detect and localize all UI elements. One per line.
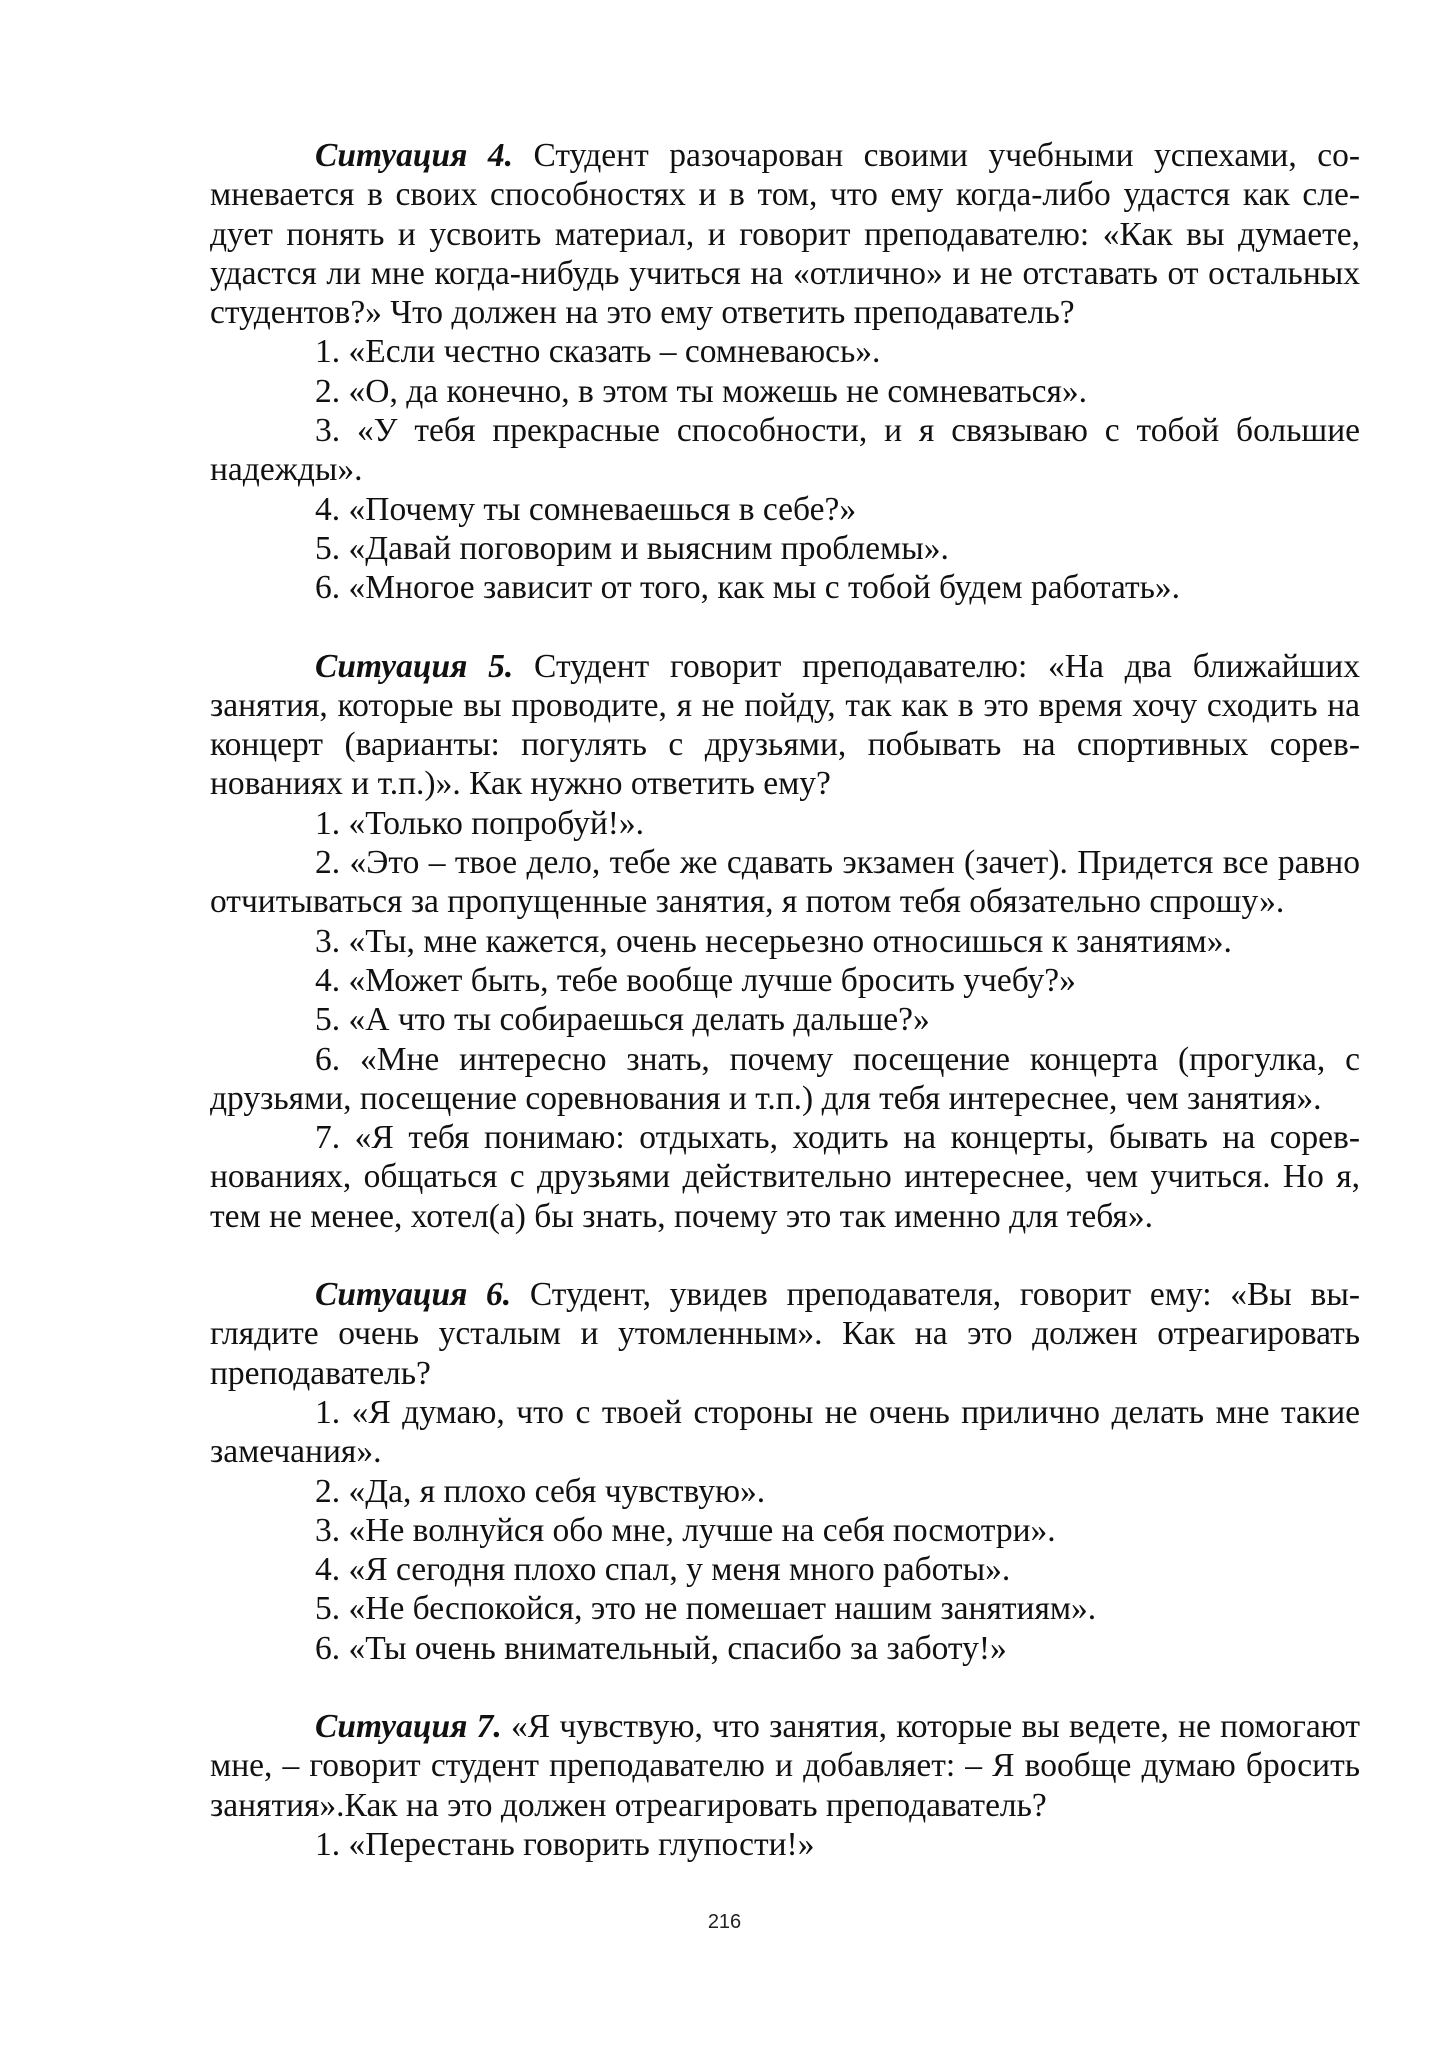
situation-text: «Я чувствую, что занятия, которые вы ведете, не помогают мне, – говорит студент преподавателю и добавляет: – Я вообще думаю бросить занятия».Как на это должен отреагировать преподаватель?	[210, 1707, 1360, 1824]
answer-option: 2. «Это – твое дело, тебе же сдавать экзамен (зачет). Придется все равно отчитываться за пропущенные занятия, я потом тебя обязательно спрошу».	[210, 844, 1360, 921]
answer-option: 5. «А что ты собираешься делать дальше?»	[315, 1001, 930, 1039]
situation-title: Ситуация 7.	[315, 1707, 502, 1745]
situation-text: Студент, увидев преподавателя, говорит ему: «Вы выглядите очень усталым и утомленным». Как на это должен отреагировать преподаватель?	[210, 1276, 1360, 1392]
answer-option: 5. «Давай поговорим и выясним проблемы».	[315, 529, 949, 567]
situation-text: Студент говорит преподавателю: «На два ближайших занятия, которые вы проводите, я не пойду, так как в это время хочу сходить на концерт (варианты: погулять с друзьями, побывать на спортивных соревнованиях и т.п.)». Как нужно ответить ему?	[210, 647, 1360, 803]
answer-option: 1. «Перестань говорить глупости!»	[315, 1825, 815, 1863]
answer-option: 1. «Только попробуй!».	[315, 804, 645, 842]
answer-option: 3. «Ты, мне кажется, очень несерьезно относишься к занятиям».	[315, 922, 1232, 960]
answer-option: 3. «Не волнуйся обо мне, лучше на себя посмотри».	[315, 1511, 1056, 1549]
situation-prompt	[210, 136, 1360, 332]
answer-option: 2. «О, да конечно, в этом ты можешь не сомневаться».	[315, 372, 1088, 410]
answer-option: 1. «Я думаю, что с твоей стороны не очень прилично делать мне такие замечания».	[210, 1393, 1360, 1471]
answer-option: 5. «Не беспокойся, это не помешает нашим занятиям».	[315, 1590, 1097, 1628]
answer-option: 3. «У тебя прекрасные способности, и я связываю с тобой большие надежды».	[210, 412, 1360, 489]
answer-option: 4. «Я сегодня плохо спал, у меня много работы».	[315, 1551, 1011, 1589]
situation-4	[210, 136, 1360, 608]
situation-title: Ситуация 6.	[315, 1276, 512, 1314]
situation-7	[210, 1707, 1360, 1864]
situation-title: Ситуация 5.	[315, 647, 514, 685]
situation-prompt	[210, 1707, 1360, 1825]
page-number: 216	[707, 1911, 742, 1933]
document-page	[210, 136, 1360, 1903]
situation-6	[210, 1275, 1360, 1668]
answer-option: 1. «Если честно сказать – сомневаюсь».	[315, 333, 881, 371]
answer-option: 6. «Многое зависит от того, как мы с тобой будем работать».	[315, 569, 1180, 607]
answer-option: 7. «Я тебя понимаю: отдыхать, ходить на концерты, бывать на соревнованиях, общаться с друзьями действительно интереснее, чем учиться. Но я, тем не менее, хотел(а) бы знать, почему это так именно для тебя».	[210, 1119, 1360, 1235]
answer-option: 4. «Почему ты сомневаешься в себе?»	[315, 490, 857, 528]
situation-5	[210, 647, 1360, 1236]
answer-option: 4. «Может быть, тебе вообще лучше бросить учебу?»	[315, 961, 1076, 999]
situation-title: Ситуация 4.	[315, 137, 513, 174]
answer-option: 6. «Ты очень внимательный, спасибо за заботу!»	[315, 1629, 1007, 1667]
situation-prompt	[210, 647, 1360, 804]
situation-prompt	[210, 1275, 1360, 1393]
situation-text: Студент разочарован своими учебными успехами, сомневается в своих способностях и в том, что ему когда-либо удастся как следует понять и усвоить материал, и говорит преподавателю: «Как вы думаете, удастся ли мне когда-нибудь учиться на «отлично» и не отставать от остальных студентов?» Что должен на это ему ответить преподаватель?	[210, 137, 1360, 332]
answer-option: 6. «Мне интересно знать, почему посещение концерта (прогулка, с друзьями, посещение соревнования и т.п.) для тебя интереснее, чем занятия».	[210, 1040, 1360, 1117]
answer-option: 2. «Да, я плохо себя чувствую».	[315, 1472, 766, 1510]
